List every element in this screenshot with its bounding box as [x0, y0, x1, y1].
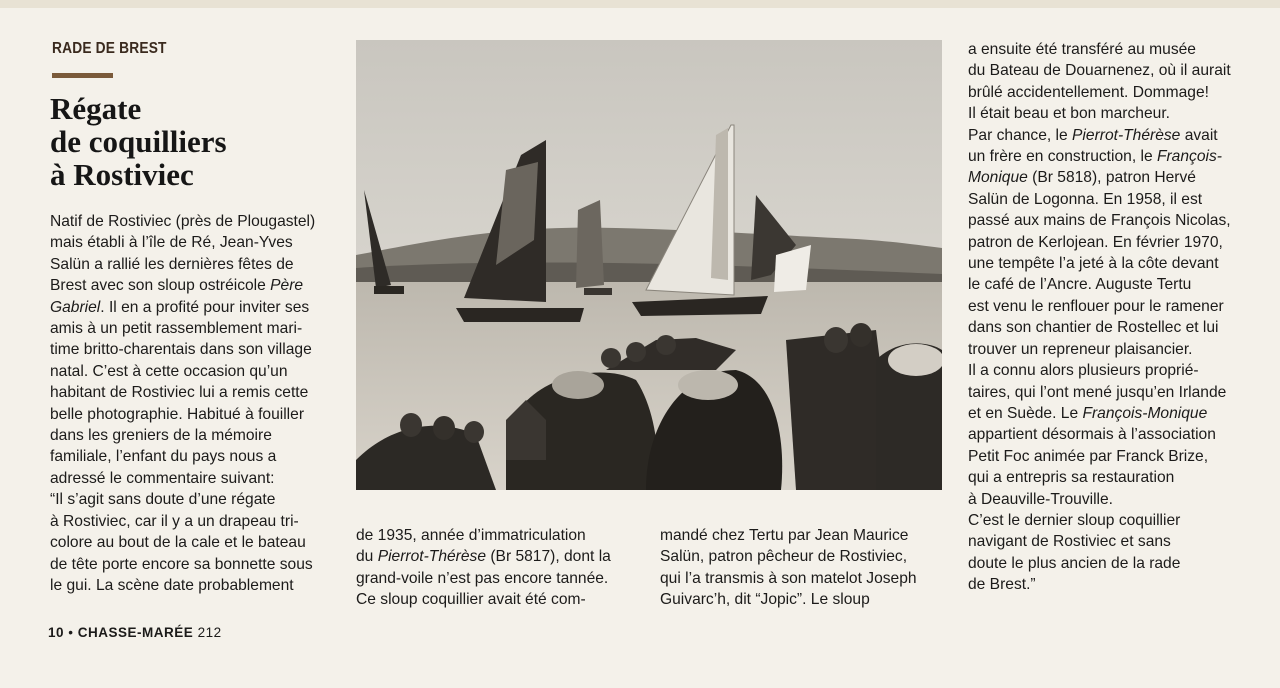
- section-label: RADE DE BREST: [52, 40, 167, 57]
- headline-line: à Rostiviec: [50, 157, 194, 192]
- text-line: patron de Kerlojean. En février 1970,: [968, 233, 1223, 251]
- text-segment: avait: [1180, 126, 1218, 144]
- text-line: Il était beau et bon marcheur.: [968, 105, 1170, 123]
- text-line: a ensuite été transféré au musée: [968, 41, 1196, 58]
- text-line: [50, 297, 340, 318]
- text-line: mais établi à l’île de Ré, Jean-Yves: [50, 234, 293, 252]
- page-number: 10: [48, 625, 65, 640]
- text-line: brûlé accidentellement. Dommage!: [968, 83, 1209, 101]
- text-segment: un frère en construction, le: [968, 148, 1157, 166]
- headline: [50, 92, 227, 191]
- text-line: C’est le dernier sloup coquillier: [968, 511, 1181, 529]
- text-line: de Brest.”: [968, 576, 1036, 594]
- text-segment: (Br 5818), patron Hervé: [1027, 169, 1196, 187]
- italic-name: Pierrot-Thérèse: [1072, 126, 1181, 144]
- text-line: [50, 275, 340, 296]
- footer-separator: •: [68, 625, 74, 640]
- italic-name: Père: [270, 277, 304, 295]
- text-line: de tête porte encore sa bonnette sous: [50, 555, 313, 573]
- section-rule: [52, 73, 113, 78]
- headline-line: de coquilliers: [50, 124, 227, 159]
- text-line: colore au bout de la cale et le bateau: [50, 534, 306, 552]
- text-segment: et en Suède. Le: [968, 404, 1083, 422]
- text-line: appartient désormais à l’association: [968, 426, 1216, 444]
- text-line: navigant de Rostiviec et sans: [968, 533, 1171, 551]
- italic-name: François-: [1156, 148, 1222, 166]
- text-line: [968, 167, 1268, 188]
- text-line: “Il s’agit sans doute d’une régate: [50, 491, 276, 509]
- text-line: le café de l’Ancre. Auguste Tertu: [968, 276, 1192, 294]
- text-line: Salün de Logonna. En 1958, il est: [968, 190, 1203, 208]
- text-line: [968, 125, 1268, 146]
- text-line: qui l’a transmis à son matelot Joseph: [660, 569, 917, 587]
- text-line: doute le plus ancien de la rade: [968, 554, 1181, 572]
- text-line: [968, 403, 1268, 424]
- text-line: dans les greniers de la mémoire: [50, 427, 272, 445]
- text-line: passé aux mains de François Nicolas,: [968, 212, 1231, 230]
- text-line: trouver un repreneur plaisancier.: [968, 340, 1193, 358]
- text-segment: Brest avec son sloup ostréicole: [50, 277, 271, 295]
- page-top-edge: [0, 0, 1280, 8]
- text-line: du Bateau de Douarnenez, où il aurait: [968, 62, 1231, 80]
- column-4: [968, 39, 1268, 596]
- text-line: natal. C’est à cette occasion qu’un: [50, 362, 288, 380]
- text-segment: du: [356, 548, 378, 566]
- italic-name: François-Monique: [1082, 404, 1208, 422]
- text-line: grand-voile n’est pas encore tannée.: [356, 569, 609, 587]
- text-line: Il a connu alors plusieurs proprié-: [968, 362, 1199, 380]
- text-line: [356, 546, 656, 567]
- text-line: Petit Foc animée par Franck Brize,: [968, 447, 1209, 465]
- magazine-name: CHASSE-MARÉE: [77, 625, 194, 640]
- text-line: amis à un petit rassemblement mari-: [50, 320, 303, 338]
- italic-name: Gabriel: [50, 298, 101, 316]
- text-line: est venu le renflouer pour le ramener: [968, 297, 1224, 315]
- text-line: de 1935, année d’immatriculation: [356, 527, 586, 544]
- text-line: dans son chantier de Rostellec et lui: [968, 319, 1219, 337]
- text-line: taires, qui l’ont mené jusqu’en Irlande: [968, 383, 1227, 401]
- text-segment: . Il en a profité pour inviter ses: [100, 298, 310, 316]
- text-line: [968, 146, 1268, 167]
- regatta-photograph: [356, 40, 942, 490]
- headline-line: Régate: [50, 91, 142, 126]
- text-line: mandé chez Tertu par Jean Maurice: [660, 527, 909, 544]
- text-line: habitant de Rostiviec lui a remis cette: [50, 384, 309, 402]
- text-segment: (Br 5817), dont la: [486, 548, 611, 566]
- column-3: [660, 525, 960, 611]
- text-line: time britto-charentais dans son village: [50, 341, 312, 359]
- text-line: à Rostiviec, car il y a un drapeau tri-: [50, 512, 299, 530]
- text-segment: Par chance, le: [968, 126, 1073, 144]
- text-line: Salün, patron pêcheur de Rostiviec,: [660, 548, 908, 566]
- text-line: belle photographie. Habitué à fouiller: [50, 405, 305, 423]
- page-footer: [48, 625, 222, 640]
- text-line: familiale, l’enfant du pays nous a: [50, 448, 277, 466]
- text-line: Salün a rallié les dernières fêtes de: [50, 255, 294, 273]
- issue-number: 212: [197, 625, 222, 640]
- text-line: une tempête l’a jeté à la côte devant: [968, 255, 1219, 273]
- italic-name: Pierrot-Thérèse: [377, 548, 487, 566]
- column-2: [356, 525, 656, 611]
- text-line: Natif de Rostiviec (près de Plougastel): [50, 213, 316, 230]
- text-line: Ce sloup coquillier avait été com-: [356, 591, 586, 609]
- column-1: [50, 211, 340, 596]
- text-line: adressé le commentaire suivant:: [50, 469, 275, 487]
- text-line: à Deauville-Trouville.: [968, 490, 1114, 508]
- text-line: le gui. La scène date probablement: [50, 576, 294, 594]
- text-line: qui a entrepris sa restauration: [968, 469, 1175, 487]
- italic-name: Monique: [968, 169, 1028, 187]
- text-line: Guivarc’h, dit “Jopic”. Le sloup: [660, 591, 870, 609]
